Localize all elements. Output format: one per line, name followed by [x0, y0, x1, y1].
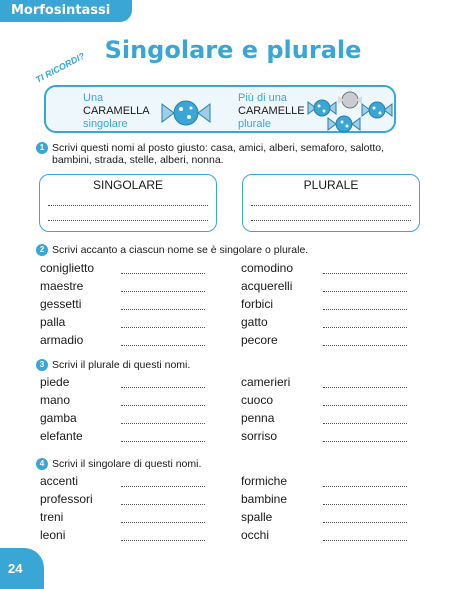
singular-article: Una: [83, 92, 104, 104]
word-item: elefante: [40, 429, 83, 443]
answer-line[interactable]: [323, 486, 407, 487]
singular-box: [39, 174, 217, 232]
answer-line[interactable]: [323, 441, 407, 442]
page-number: 24: [0, 548, 44, 589]
plural-noun: CARAMELLE: [238, 105, 305, 117]
answer-line[interactable]: [323, 273, 407, 274]
word-item: gessetti: [40, 297, 82, 311]
exercise3-text: Scrivi il plurale di questi nomi.: [52, 359, 191, 371]
exercise2-text: Scrivi accanto a ciascun nome se è singolare o plurale.: [52, 244, 309, 256]
candies-icon: [302, 88, 394, 134]
answer-line[interactable]: [48, 205, 208, 206]
exercise4-number: 4: [36, 458, 48, 470]
reminder-singular: [83, 92, 150, 131]
reminder-plural: [238, 92, 305, 131]
answer-line[interactable]: [323, 405, 407, 406]
word-item: penna: [241, 411, 275, 425]
word-item: occhi: [241, 528, 270, 542]
word-item: coniglietto: [40, 261, 95, 275]
answer-line[interactable]: [323, 423, 407, 424]
exercise3-instruction: [36, 359, 190, 371]
answer-line[interactable]: [121, 540, 205, 541]
answer-line[interactable]: [121, 504, 205, 505]
reminder-stamp: TI RICORDI?: [34, 50, 87, 85]
word-item: pecore: [241, 333, 278, 347]
word-item: leoni: [40, 528, 66, 542]
word-item: palla: [40, 315, 66, 329]
word-item: formiche: [241, 474, 288, 488]
page-title: Singolare e plurale: [104, 36, 362, 64]
section-tab: Morfosintassi: [0, 0, 132, 22]
word-item: bambine: [241, 492, 288, 506]
word-item: spalle: [241, 510, 273, 524]
word-item: comodino: [241, 261, 294, 275]
answer-line[interactable]: [121, 291, 205, 292]
answer-line[interactable]: [121, 273, 205, 274]
exercise3-number: 3: [36, 359, 48, 371]
word-item: maestre: [40, 279, 84, 293]
word-item: camerieri: [241, 375, 291, 389]
word-item: treni: [40, 510, 64, 524]
answer-line[interactable]: [121, 327, 205, 328]
answer-line[interactable]: [323, 345, 407, 346]
word-item: gamba: [40, 411, 77, 425]
answer-line[interactable]: [121, 405, 205, 406]
singular-tag: singolare: [83, 118, 128, 130]
answer-line[interactable]: [251, 205, 411, 206]
exercise1-line2: bambini, strada, stelle, alberi, nonna.: [52, 154, 224, 166]
word-item: piede: [40, 375, 70, 389]
answer-line[interactable]: [323, 327, 407, 328]
word-item: forbici: [241, 297, 274, 311]
answer-line[interactable]: [251, 220, 411, 221]
exercise2-number: 2: [36, 244, 48, 256]
plural-article: Più di una: [238, 92, 287, 104]
exercise1-instruction: [36, 142, 384, 166]
answer-line[interactable]: [323, 540, 407, 541]
answer-line[interactable]: [121, 423, 205, 424]
exercise4-instruction: [36, 458, 201, 470]
exercise1-number: 1: [36, 142, 48, 154]
answer-line[interactable]: [323, 522, 407, 523]
plural-box: [242, 174, 420, 232]
word-item: professori: [40, 492, 93, 506]
answer-line[interactable]: [121, 345, 205, 346]
answer-line[interactable]: [323, 387, 407, 388]
word-item: accenti: [40, 474, 79, 488]
exercise1-line1: Scrivi questi nomi al posto giusto: casa, amici, alberi, semaforo, salotto,: [52, 142, 385, 154]
word-item: acquerelli: [241, 279, 293, 293]
candy-icon: [158, 98, 214, 128]
word-item: cuoco: [241, 393, 274, 407]
answer-line[interactable]: [121, 441, 205, 442]
answer-line[interactable]: [323, 504, 407, 505]
singular-noun: CARAMELLA: [83, 105, 150, 117]
exercise4-text: Scrivi il singolare di questi nomi.: [52, 458, 202, 470]
word-item: sorriso: [241, 429, 278, 443]
answer-line[interactable]: [48, 220, 208, 221]
exercise2-instruction: [36, 244, 308, 256]
answer-line[interactable]: [121, 522, 205, 523]
word-item: gatto: [241, 315, 268, 329]
answer-line[interactable]: [323, 291, 407, 292]
singular-box-title: SINGOLARE: [92, 178, 164, 192]
answer-line[interactable]: [121, 387, 205, 388]
word-item: mano: [40, 393, 71, 407]
plural-box-title: PLURALE: [303, 178, 359, 192]
plural-tag: plurale: [238, 118, 272, 130]
answer-line[interactable]: [121, 309, 205, 310]
answer-line[interactable]: [121, 486, 205, 487]
word-item: armadio: [40, 333, 84, 347]
answer-line[interactable]: [323, 309, 407, 310]
